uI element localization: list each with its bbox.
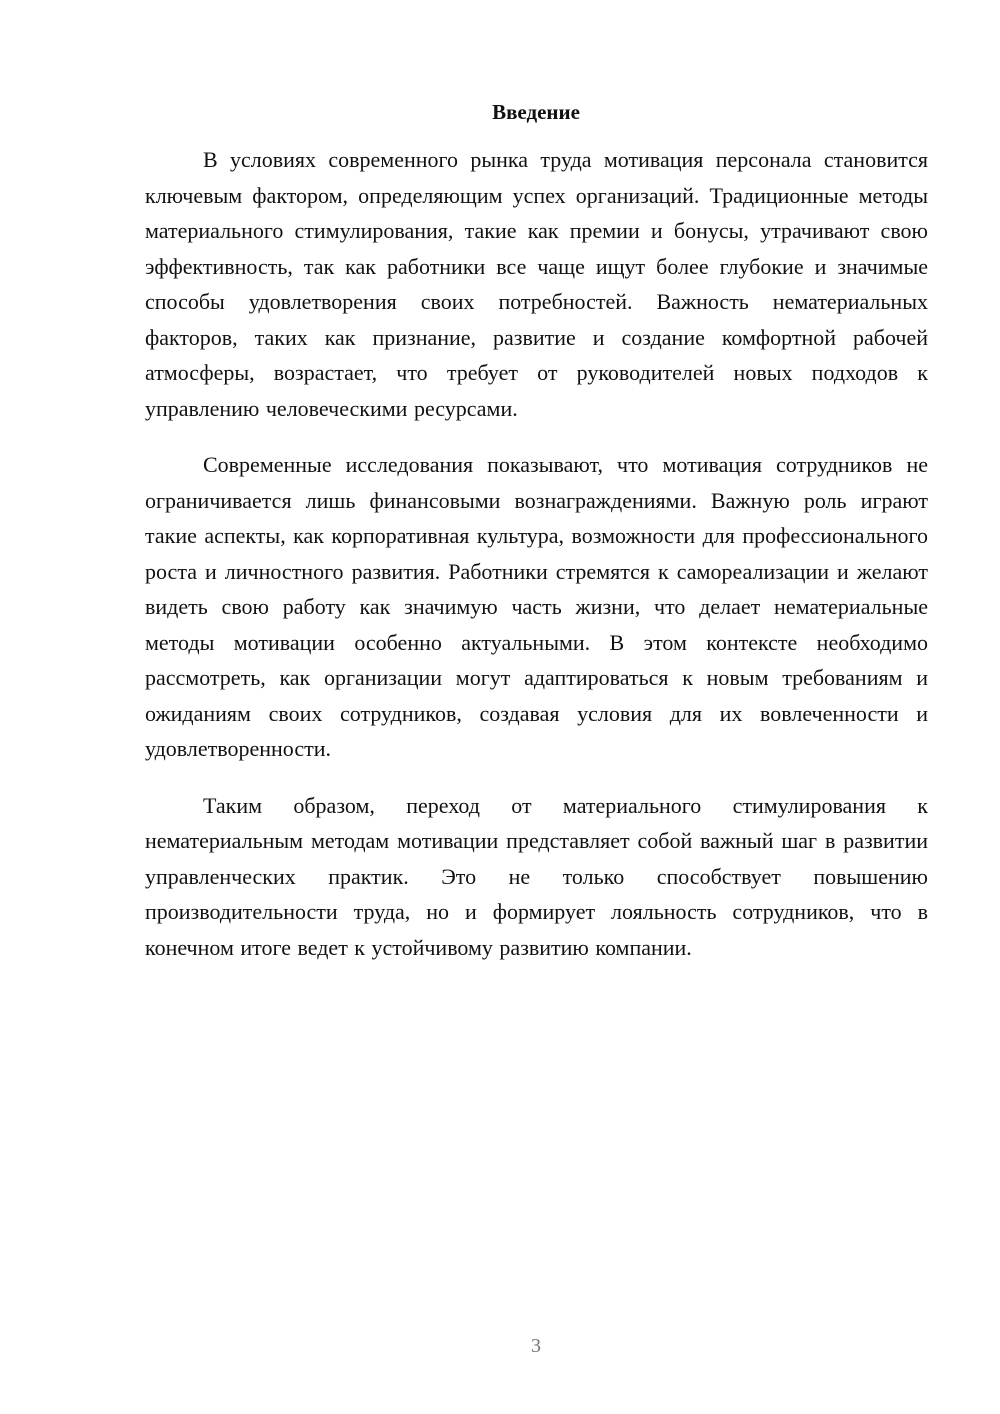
section-title: Введение	[492, 100, 580, 124]
body-text	[145, 142, 928, 965]
paragraph-3: Таким образом, переход от материального стимулирования к нематериальным методам мотивации представляет собой важный шаг в развитии управленческих практик. Это не только способствует повышению производительности труда, но и формирует лояльность сотрудников, что в конечном итоге ведет к устойчивому развитию компании.	[145, 792, 928, 960]
page-number: 3	[531, 1335, 541, 1357]
paragraph-1: В условиях современного рынка труда мотивация персонала становится ключевым фактором, определяющим успех организаций. Традиционные методы материального стимулирования, такие как премии и бонусы, утрачивают свою эффективность, так как работники все чаще ищут более глубокие и значимые способы удовлетворения своих потребностей. Важность нематериальных факторов, таких как признание, развитие и создание комфортной рабочей атмосферы, возрастает, что требует от руководителей новых подходов к управлению человеческими ресурсами.	[145, 147, 928, 421]
paragraph-2: Современные исследования показывают, что мотивация сотрудников не ограничивается лишь финансовыми вознаграждениями. Важную роль играют такие аспекты, как корпоративная культура, возможности для профессионального роста и личностного развития. Работники стремятся к самореализации и желают видеть свою работу как значимую часть жизни, что делает нематериальные методы мотивации особенно актуальными. В этом контексте необходимо рассмотреть, как организации могут адаптироваться к новым требованиям и ожиданиям своих сотрудников, создавая условия для их вовлеченности и удовлетворенности.	[145, 452, 928, 761]
